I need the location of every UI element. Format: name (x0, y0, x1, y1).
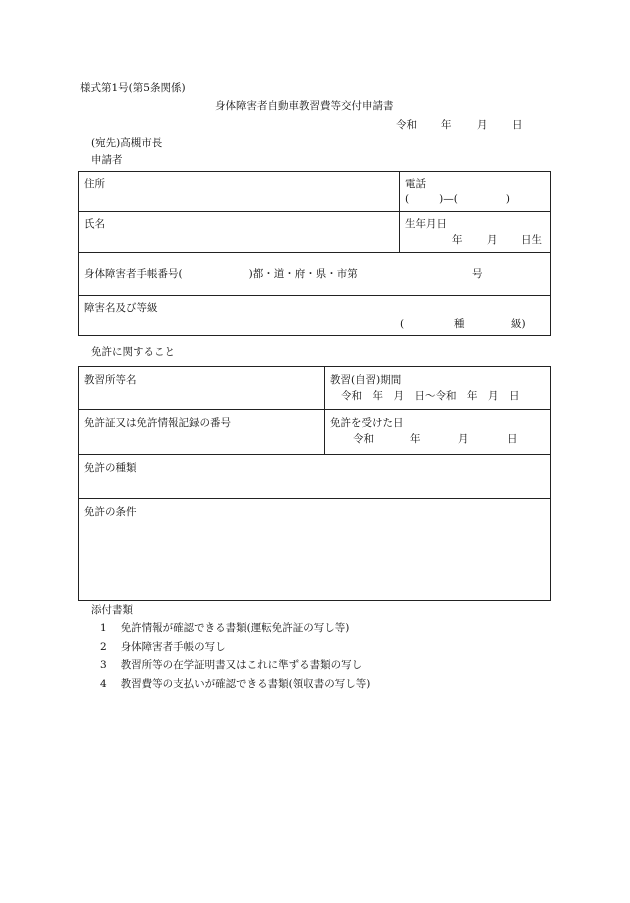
item-number: 1 (100, 622, 107, 634)
item-text: 身体障害者手帳の写し (120, 641, 226, 653)
license-section-label: 免許に関すること (91, 346, 175, 358)
date-day-unit: 日 (512, 119, 523, 131)
received-month-unit: 月 (458, 433, 469, 445)
training-period-format[interactable]: 令和 年 月 日～令和 年 月 日 (341, 390, 520, 402)
birthdate-month-unit: 月 (487, 234, 498, 246)
grade-kind-unit: 種 (454, 318, 465, 330)
form-title: 身体障害者自動車教習費等交付申請書 (215, 100, 394, 112)
disability-label: 障害名及び等級 (84, 302, 158, 314)
phone-label: 電話 (405, 178, 426, 190)
school-name-field[interactable] (82, 390, 318, 406)
handbook-prefix: 身体障害者手帳番号( (84, 268, 183, 280)
license-number-label: 免許証又は免許情報記録の番号 (84, 417, 231, 429)
school-name-label: 教習所等名 (84, 374, 137, 386)
phone-separator: )—( (439, 193, 458, 205)
item-text: 教習所等の在学証明書又はこれに準ずる書類の写し (120, 659, 363, 671)
date-era: 令和 (396, 119, 417, 131)
handbook-number-row[interactable] (84, 268, 358, 281)
item-number: 4 (100, 678, 107, 690)
license-row-divider (78, 409, 551, 410)
name-label: 氏名 (84, 218, 105, 230)
date-year-unit: 年 (441, 119, 452, 131)
license-type-label: 免許の種類 (84, 462, 137, 474)
phone-field[interactable] (405, 193, 510, 206)
item-text: 教習費等の支払いが確認できる書類(領収書の写し等) (120, 678, 371, 690)
address-field[interactable] (82, 192, 392, 208)
received-day-unit: 日 (507, 433, 518, 445)
item-number: 3 (100, 659, 107, 671)
applicant-row-divider (78, 211, 551, 212)
applicant-row-divider (78, 252, 551, 253)
license-type-field[interactable] (82, 478, 547, 494)
addressee: (宛先)高槻市長 (91, 137, 163, 149)
license-received-label: 免許を受けた日 (330, 417, 404, 429)
handbook-middle: )都・道・府・県・市第 (248, 268, 358, 280)
grade-level-unit: 級) (511, 318, 526, 330)
list-item (100, 641, 226, 654)
handbook-number-suffix: 号 (472, 268, 483, 280)
phone-close-paren: ) (505, 193, 510, 205)
birthdate-year-unit: 年 (452, 234, 463, 246)
license-col-divider (324, 366, 325, 454)
training-period-label: 教習(自習)期間 (330, 374, 402, 386)
applicant-row-divider (78, 295, 551, 296)
received-year-unit: 年 (410, 433, 421, 445)
list-item (100, 659, 362, 672)
address-label: 住所 (84, 178, 105, 190)
applicant-section-label: 申請者 (91, 154, 123, 166)
license-conditions-label: 免許の条件 (84, 506, 137, 518)
applicant-col-divider (399, 171, 400, 252)
grade-open-paren: ( (400, 318, 405, 330)
birthdate-day-unit: 日生 (521, 234, 542, 246)
received-era: 令和 (353, 433, 374, 445)
license-conditions-field[interactable] (82, 522, 547, 596)
license-row-divider (78, 498, 551, 499)
birthdate-label: 生年月日 (405, 218, 447, 230)
name-field[interactable] (82, 232, 392, 248)
item-text: 免許情報が確認できる書類(運転免許証の写し等) (120, 622, 350, 634)
list-item (100, 622, 349, 635)
date-month-unit: 月 (477, 119, 488, 131)
list-item (100, 678, 370, 691)
item-number: 2 (100, 641, 107, 653)
license-number-field[interactable] (82, 432, 318, 448)
license-row-divider (78, 454, 551, 455)
form-number: 様式第1号(第5条関係) (80, 82, 186, 94)
phone-open-paren: ( (405, 193, 410, 205)
attachments-label: 添付書類 (91, 604, 133, 616)
